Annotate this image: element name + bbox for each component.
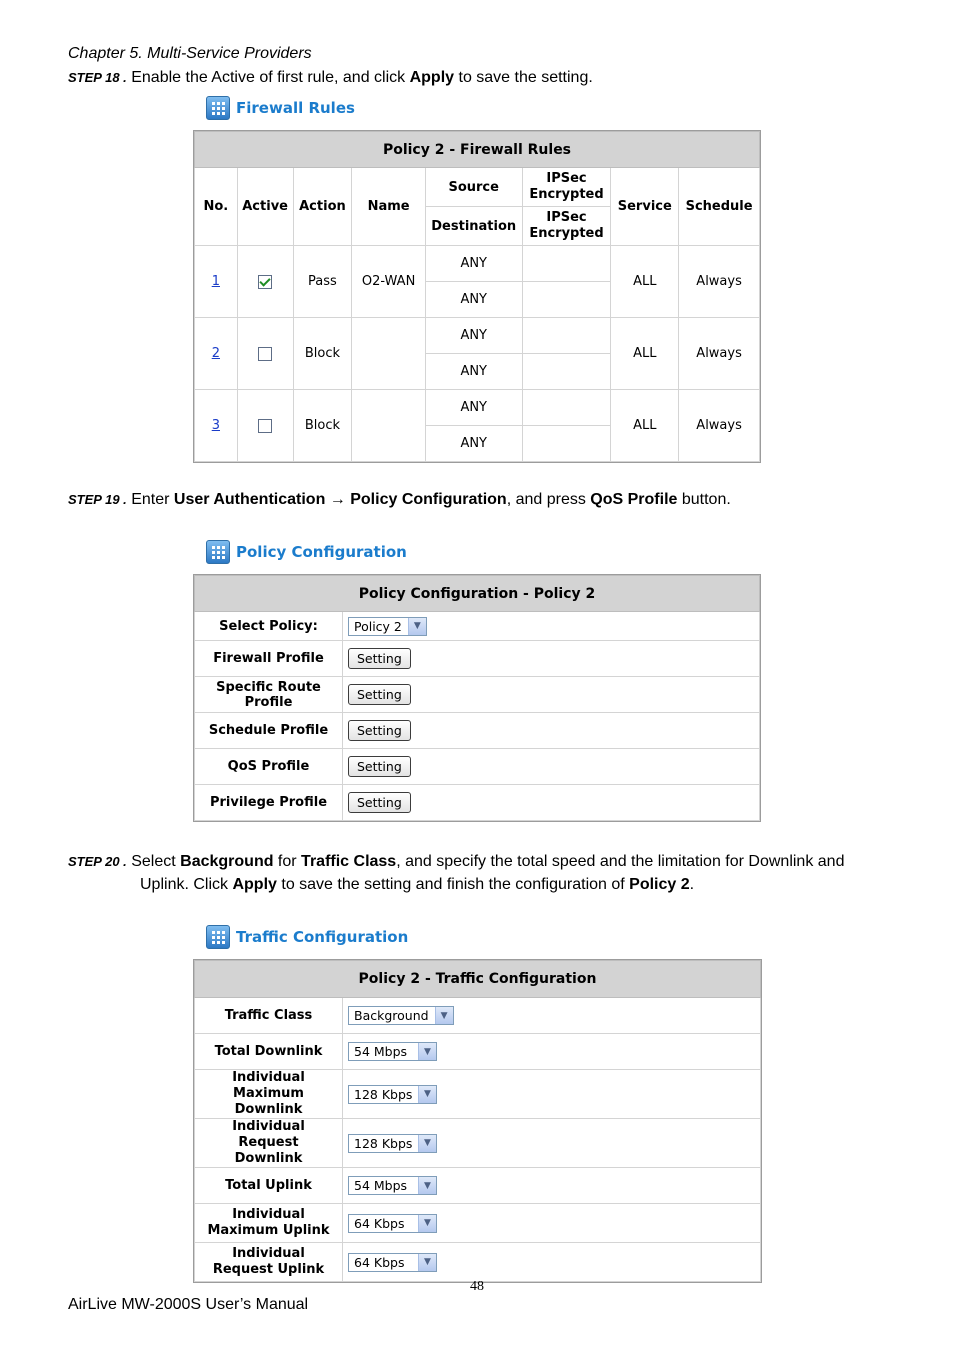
individual-request-downlink-dropdown[interactable] [348, 1134, 437, 1153]
step-bold: Apply [232, 876, 277, 893]
select-policy-label: Select Policy: [195, 612, 343, 641]
col-action: Action [293, 168, 352, 246]
profile-label: QoS Profile [195, 749, 343, 785]
step-separator: . [119, 492, 127, 507]
table-title: Policy 2 - Firewall Rules [195, 132, 760, 168]
firewall-rules-table-frame [193, 130, 761, 463]
active-checkbox-2[interactable] [258, 347, 272, 361]
individual-maximum-downlink-label: Individual Maximum Downlink [195, 1070, 343, 1119]
firewall-profile-setting-button[interactable]: Setting [348, 648, 411, 669]
rule-action: Block [293, 390, 352, 462]
individual-maximum-downlink-dropdown[interactable] [348, 1085, 437, 1104]
profile-label: Specific Route Profile [195, 677, 343, 713]
step-bold: Background [180, 853, 274, 870]
traffic-class-dropdown[interactable] [348, 1006, 454, 1025]
table-row [195, 677, 760, 713]
rule-destination: ANY [425, 426, 522, 462]
step-text: button. [677, 491, 731, 508]
chevron-down-icon: ▼ [418, 1177, 436, 1194]
section-title: Policy Configuration [236, 543, 407, 561]
chapter-header: Chapter 5. Multi-Service Providers [68, 45, 312, 62]
specific-route-profile-setting-button[interactable]: Setting [348, 684, 411, 705]
table-row [195, 1070, 761, 1119]
profile-label: Firewall Profile [195, 641, 343, 677]
table-row [195, 641, 760, 677]
individual-maximum-uplink-dropdown[interactable] [348, 1214, 437, 1233]
rule-name [352, 318, 425, 390]
rule-action: Pass [293, 246, 352, 318]
step-separator: . [119, 854, 127, 869]
active-checkbox-1[interactable] [258, 275, 272, 289]
rule-ipsec-source [522, 390, 611, 426]
table-row [195, 390, 760, 426]
section-title: Traffic Configuration [236, 928, 409, 946]
rule-source: ANY [425, 390, 522, 426]
rule-ipsec-destination [522, 282, 611, 318]
table-row [195, 318, 760, 354]
total-uplink-dropdown[interactable] [348, 1176, 437, 1195]
qos-profile-setting-button[interactable]: Setting [348, 756, 411, 777]
step-bold: Traffic Class [301, 853, 397, 870]
grid-icon [206, 925, 230, 949]
arrow-icon: → [325, 491, 351, 508]
select-value: 64 Kbps [354, 1254, 405, 1270]
rule-name: O2-WAN [352, 246, 425, 318]
select-value: Background [354, 1008, 429, 1023]
step-text: to save the setting. [454, 69, 593, 86]
rule-schedule: Always [679, 390, 760, 462]
step-text: , and specify the total speed and the limitation for Downlink and [396, 853, 845, 870]
section-title: Firewall Rules [236, 99, 355, 117]
table-row [195, 713, 760, 749]
table-row [195, 246, 760, 282]
rule-ipsec-destination [522, 354, 611, 390]
step-20-text [68, 850, 886, 896]
col-ipsec-destination: IPSec Encrypted [522, 207, 611, 246]
table-title: Policy Configuration - Policy 2 [195, 576, 760, 612]
col-name: Name [352, 168, 425, 246]
firewall-rules-heading [206, 96, 355, 120]
grid-icon [206, 96, 230, 120]
select-value: Policy 2 [354, 618, 402, 634]
step-text: to save the setting and finish the configuration of [276, 876, 630, 893]
total-downlink-dropdown[interactable] [348, 1042, 437, 1061]
step-text: . [689, 876, 695, 893]
chevron-down-icon: ▼ [418, 1135, 436, 1152]
traffic-configuration-table [194, 960, 761, 1282]
page-number: 48 [470, 1279, 484, 1294]
table-row [195, 1243, 761, 1282]
rule-destination: ANY [425, 282, 522, 318]
step-18-text [68, 66, 593, 89]
step-text: Enable the Active of first rule, and click [126, 69, 410, 86]
rule-link-2[interactable]: 2 [211, 346, 220, 361]
firewall-rules-table [194, 131, 760, 462]
step-label: STEP 19 [68, 492, 120, 507]
rule-ipsec-source [522, 246, 611, 282]
col-schedule: Schedule [679, 168, 760, 246]
rule-link-1[interactable]: 1 [211, 274, 220, 289]
schedule-profile-setting-button[interactable]: Setting [348, 720, 411, 741]
policy-configuration-table-frame [193, 574, 761, 822]
individual-request-uplink-label: Individual Request Uplink [195, 1243, 343, 1282]
step-20-line-2 [68, 873, 886, 896]
table-row [195, 1119, 761, 1168]
table-title: Policy 2 - Traffic Configuration [195, 961, 761, 998]
col-no: No. [195, 168, 238, 246]
table-row [195, 1168, 761, 1204]
step-separator: . [119, 70, 127, 85]
select-policy-dropdown[interactable] [348, 617, 427, 636]
table-row [195, 749, 760, 785]
rule-service: ALL [611, 246, 679, 318]
rule-schedule: Always [679, 318, 760, 390]
profile-label: Privilege Profile [195, 785, 343, 821]
col-destination: Destination [425, 207, 522, 246]
step-label: STEP 20 [68, 854, 120, 869]
col-ipsec-source: IPSec Encrypted [522, 168, 611, 207]
step-19-text [68, 488, 731, 511]
policy-configuration-heading [206, 540, 407, 564]
step-text: Uplink. Click [140, 876, 233, 893]
total-downlink-label: Total Downlink [195, 1034, 343, 1070]
traffic-configuration-heading [206, 925, 408, 949]
rule-source: ANY [425, 318, 522, 354]
active-checkbox-3[interactable] [258, 419, 272, 433]
grid-icon [206, 540, 230, 564]
step-text: Enter [126, 491, 174, 508]
step-bold: QoS Profile [590, 491, 678, 508]
step-text: , and press [506, 491, 591, 508]
rule-service: ALL [611, 318, 679, 390]
rule-schedule: Always [679, 246, 760, 318]
rule-name [352, 390, 425, 462]
rule-link-3[interactable]: 3 [211, 418, 220, 433]
col-active: Active [237, 168, 293, 246]
step-bold: Policy 2 [629, 876, 690, 893]
step-20-line-1 [68, 850, 886, 873]
privilege-profile-setting-button[interactable]: Setting [348, 792, 411, 813]
individual-maximum-uplink-label: Individual Maximum Uplink [195, 1204, 343, 1243]
traffic-configuration-table-frame [193, 959, 762, 1283]
select-value: 54 Mbps [354, 1178, 408, 1193]
step-text: Select [126, 853, 181, 870]
rule-ipsec-source [522, 318, 611, 354]
rule-destination: ANY [425, 354, 522, 390]
select-value: 128 Kbps [354, 1086, 413, 1102]
total-uplink-label: Total Uplink [195, 1168, 343, 1204]
rule-source: ANY [425, 246, 522, 282]
table-row [195, 785, 760, 821]
col-service: Service [611, 168, 679, 246]
individual-request-downlink-label: Individual Request Downlink [195, 1119, 343, 1168]
chevron-down-icon: ▼ [418, 1254, 436, 1271]
chevron-down-icon: ▼ [418, 1086, 436, 1103]
traffic-class-label: Traffic Class [195, 998, 343, 1034]
chevron-down-icon: ▼ [418, 1215, 436, 1232]
step-bold: Apply [409, 69, 455, 86]
footer-manual-title: AirLive MW-2000S User’s Manual [68, 1296, 309, 1313]
rule-ipsec-destination [522, 426, 611, 462]
select-value: 54 Mbps [354, 1044, 408, 1059]
col-source: Source [425, 168, 522, 207]
chevron-down-icon: ▼ [408, 618, 426, 635]
table-row [195, 998, 761, 1034]
rule-action: Block [293, 318, 352, 390]
step-bold: Policy Configuration [350, 491, 507, 508]
individual-request-uplink-dropdown[interactable] [348, 1253, 437, 1272]
rule-service: ALL [611, 390, 679, 462]
select-value: 64 Kbps [354, 1215, 405, 1231]
step-bold: User Authentication [173, 491, 326, 508]
chevron-down-icon: ▼ [435, 1007, 453, 1024]
chevron-down-icon: ▼ [418, 1043, 436, 1060]
step-text: for [273, 853, 302, 870]
profile-label: Schedule Profile [195, 713, 343, 749]
step-label: STEP 18 [68, 70, 120, 85]
select-value: 128 Kbps [354, 1135, 413, 1151]
table-row [195, 1204, 761, 1243]
table-row [195, 1034, 761, 1070]
policy-configuration-table [194, 575, 760, 821]
